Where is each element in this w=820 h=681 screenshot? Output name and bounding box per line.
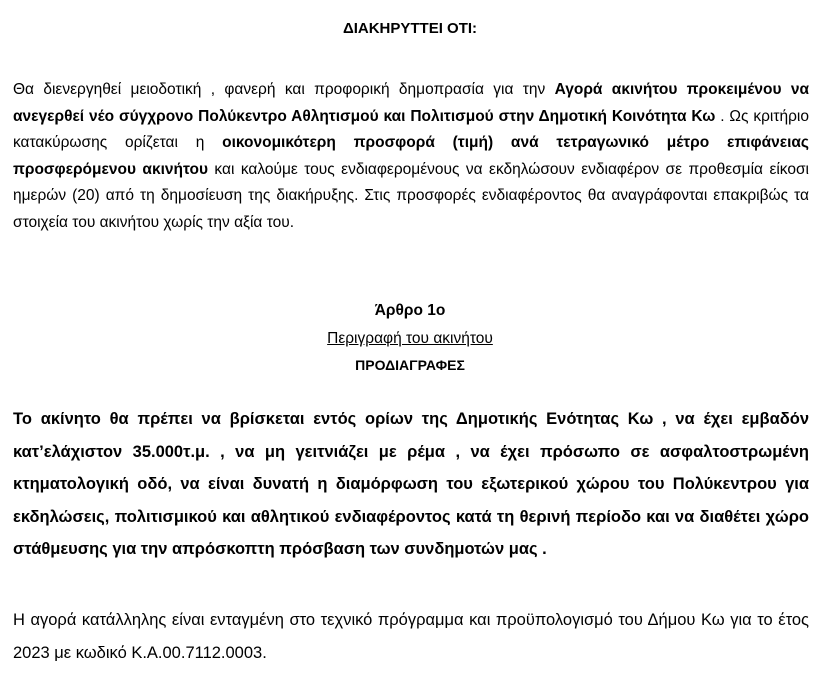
specifications-paragraph: Το ακίνητο θα πρέπει να βρίσκεται εντός ορίων της Δημοτικής Ενότητας Κω , να έχει εμβαδόν κατ’ελάχιστον 35.000τ.μ. , να μη γειτνιάζει με ρέμα , να έχει πρόσωπο σε ασφαλτοστρωμένη κτηματολογική οδό, να είναι δυνατή η διαμόρφωση του εξωτερικού χώρου του Πολύκεντρου για εκδηλώσεις, πολιτισμικού και αθλητικού ενδιαφέροντος κατά τη θερινή περίοδο και να διαθέτει χώρο στάθμευσης για την απρόσκοπτη πρόσβαση των συνδημοτών μας . [13, 410, 809, 558]
article-subtitle: ΠΡΟΔΙΑΓΡΑΦΕΣ [355, 357, 465, 373]
document-heading: ΔΙΑΚΗΡΥΤΤΕΙ ΟΤΙ: [342, 20, 478, 37]
article-title: Περιγραφή του ακινήτου [327, 330, 493, 347]
article-number: Άρθρο 1ο [374, 302, 446, 319]
intro-text-1: Θα διενεργηθεί μειοδοτική , φανερή και προφορική δημοπρασία για την [13, 81, 555, 98]
intro-text-2: . Ως κριτήριο κατακύρωσης ορίζεται η [13, 107, 809, 151]
intro-subject-bold: Αγορά ακινήτου προκειμένου να ανεγερθεί νέο σύγχρονο Πολύκεντρο Αθλητισμού και Πολιτισμού στην Δημοτική Κοινότητα Κω [13, 81, 809, 125]
intro-paragraph [13, 77, 809, 236]
budget-note-paragraph: Η αγορά κατάλληλης είναι ενταγμένη στο τεχνικό πρόγραμμα και προϋπολογισμό του Δήμου Κω για το έτος 2023 με κωδικό Κ.Α.00.7112.0003. [13, 611, 809, 662]
intro-text-3: και καλούμε τους ενδιαφερομένους να εκδηλώσουν ενδιαφέρον σε προθεσμία είκοσι ημερών (20) από τη δημοσίευση της διακήρυξης. Στις προσφορές ενδιαφέροντος θα αναγράφονται επακριβώς τα στοιχεία του ακινήτου χωρίς την αξία του. [13, 160, 809, 231]
intro-criterion-bold: οικονομικότερη προσφορά (τιμή) ανά τετραγωνικό μέτρο επιφάνειας προσφερόμενου ακινήτου [13, 134, 809, 178]
